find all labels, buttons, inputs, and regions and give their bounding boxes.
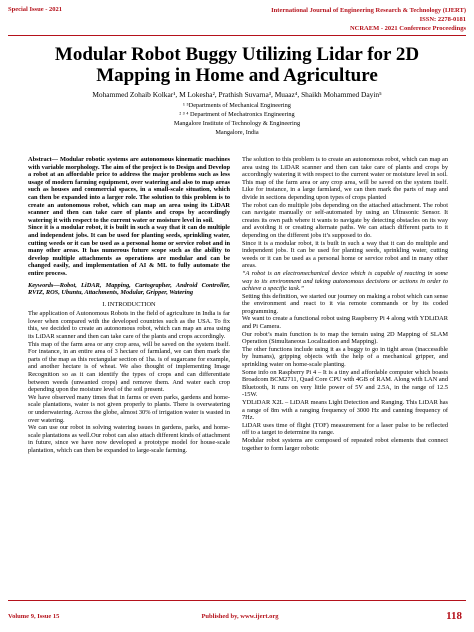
keywords: Keywords—Robot, LiDAR, Mapping, Cartographer, Android Controller, RVIZ, ROS, Ubuntu, Attachments, Modular, Gripper, Watering	[28, 281, 230, 297]
quote: “A robot is an electromechanical device which is capable of reacting in some way to its environment and taking autonomous decisions or actions in order to achieve a specific task.”	[242, 269, 448, 293]
paper-title: Modular Robot Buggy Utilizing Lidar for 2D Mapping in Home and Agriculture	[54, 44, 420, 86]
abstract-continued: Since it is a modular robot, it is built in such a way that it can do multiple and independent jobs. It can be used for planting seeds, sprinkling water, cutting weeds or it can be used as a personal home or service robot and in many other areas. It has numerous future scope such as the ability to develop multiple attachments as operations are modular and can be changed easily, and implementation of AI & ML to fully automate the entire process.	[28, 224, 230, 277]
affiliation-line: ² ³ ⁴ Department of Mechatronics Engineering	[179, 111, 295, 118]
paragraph: The other functions include using it as a buggy to go in tight areas (inaccessible by humans), gripping objects with the help of a mechanical gripper, and sprinkling water on home-scale planting.	[242, 345, 448, 369]
header-proceedings: NCRAEM - 2021 Conference Proceedings	[349, 25, 466, 32]
paragraph: This map of the farm area or any crop area, will be saved on the system itself. For instance, in an entire area of 3 hectare of farmland, we can then mark the parts of the map as this rectangular section of 1ha. is of sugarcane for example, and another hectare is of wheat. We also thought of implementing Image Recognition so as it can identify the types of crops and can differentiate between weeds (unwanted crops) and remove them. And water each crop depending upon the moisture level of the soil present.	[28, 340, 230, 394]
author-list: Mohammed Zohaib Kolkar¹, M Lokesha², Prathish Suvarna³, Muaaz⁴, Shaikh Mohammed Dayin⁵	[92, 90, 382, 99]
page-number: 118	[446, 610, 462, 622]
paragraph: We have observed many times that in farms or even parks, gardens and home-scale plantations, water is not given properly to plants. There is overwatering or underwatering. Across the globe, almost 30% of irrigation water is wasted in over watering.	[28, 393, 230, 424]
affiliation-line: Mangalore Institute of Technology & Engineering	[173, 120, 301, 127]
paragraph: We can use our robot in solving watering issues in gardens, parks, and home-scale plantations as well.Our robot can also attach different kinds of attachment in future, since we have now developed a prototype model for house-scale plantation, which can then be expanded to large-scale farming.	[28, 424, 230, 454]
header-rule	[8, 35, 466, 36]
paragraph: This map of the farm area or any crop area, will be saved on the system itself. Like for instance, in a large farmland, we can then mark the parts of map and divide in sections depending upon types of crops planted	[242, 178, 448, 201]
paragraph: Setting this definition, we started our journey on making a robot which can sense the environment and react to it via remote commands or by its coded programming.	[242, 292, 448, 315]
affiliation-line: ¹ ⁵Departments of Mechanical Engineering	[183, 102, 291, 109]
paragraph: Some info on Raspberry Pi 4 – It is a tiny and affordable computer which boasts Broadcom BCM2711, Quad Core CPU with 4GB of RAM. Along with LAN and Bluetooth, It runs on very little power of 5V and 2.5A, in the range of 12.5 -15W.	[242, 368, 448, 399]
footer-volume: Volume 9, Issue 15	[8, 613, 60, 620]
right-column	[242, 156, 448, 452]
paragraph: We want to create a functional robot using Raspberry Pi 4 along with YDLiDAR and Pi Camera.	[242, 315, 448, 331]
section-heading: I. INTRODUCTION	[102, 300, 156, 308]
paragraph: Our robot’s main function is to map the terrain using 2D Mapping of SLAM Operation (Simultaneous Localization and Mapping).	[242, 330, 448, 346]
footer-publisher: Published by, www.ijert.org	[201, 613, 279, 620]
header-journal	[271, 6, 466, 33]
paragraph: YDLiDAR X2L – LiDAR means Light Detection and Ranging. This LiDAR has a range of 8m with a ranging frequency of 3000 Hz and canning frequency of 7Hz.	[242, 399, 448, 422]
page-header	[0, 0, 474, 40]
paragraph: LiDAR uses time of flight (TOF) measurement for a laser pulse to be reflected off to a target to determine its range.	[242, 421, 448, 437]
header-issue: Special Issue - 2021	[8, 6, 62, 13]
footer-rule	[8, 600, 466, 601]
header-journal-name: International Journal of Engineering Research & Technology (IJERT)	[271, 7, 466, 14]
affiliation-line: Mangalore, India	[215, 129, 259, 136]
paragraph: The solution to this problem is to create an autonomous robot, which can map an area using its LiDAR scanner and then can take care of plants and crops by accordingly watering it with respect to the current water or moisture level in soil.	[242, 156, 448, 179]
paragraph: Modular robot systems are composed of repeated robot elements that connect together to form larger robotic	[242, 436, 448, 452]
left-column	[28, 156, 230, 455]
paragraph: The robot can do multiple jobs depending on the attached attachment. The robot can navigate manually or self-automated by using an Ultrasonic Sensor. It creates its own path where it wants to navigate by detecting obstacles on its way and avoiding it or creating alternate paths. We can attach different parts to it depending on the different jobs it’s supposed to do.	[242, 201, 448, 239]
paragraph: The application of Autonomous Robots in the field of agriculture in India is far lower when compared with the developed countries such as the USA. To fix this, we decided to create an autonomous robot, which can map an area using its LiDAR scanner and then can take care of the plants and crops accordingly.	[28, 310, 230, 341]
header-issn: ISSN: 2278-0181	[419, 16, 466, 23]
page-footer	[0, 598, 474, 632]
paragraph: Since it is a modular robot, it is built in such a way that it can do multiple and independent jobs. It can be used for planting seeds, sprinkling water, cutting weeds or it can be used as a personal home or service robot and in many other areas.	[242, 239, 448, 270]
abstract: Abstract— Modular robotic systems are autonomous kinematic machines with variable morphology. The aim of the project is to Design and Develop a robot at an affordable price to address the major problems such as less usage of modern farming equipment, over watering and also to map areas such as houses and commercial spaces, in a small-scale situation, which can then be expanded into a larger role. The solution to this problem is to create an autonomous robot, which can map an area using its LiDAR scanner and then can take care of plants and crops by accordingly watering it with respect to the current water or moisture level in soil.	[28, 156, 230, 224]
